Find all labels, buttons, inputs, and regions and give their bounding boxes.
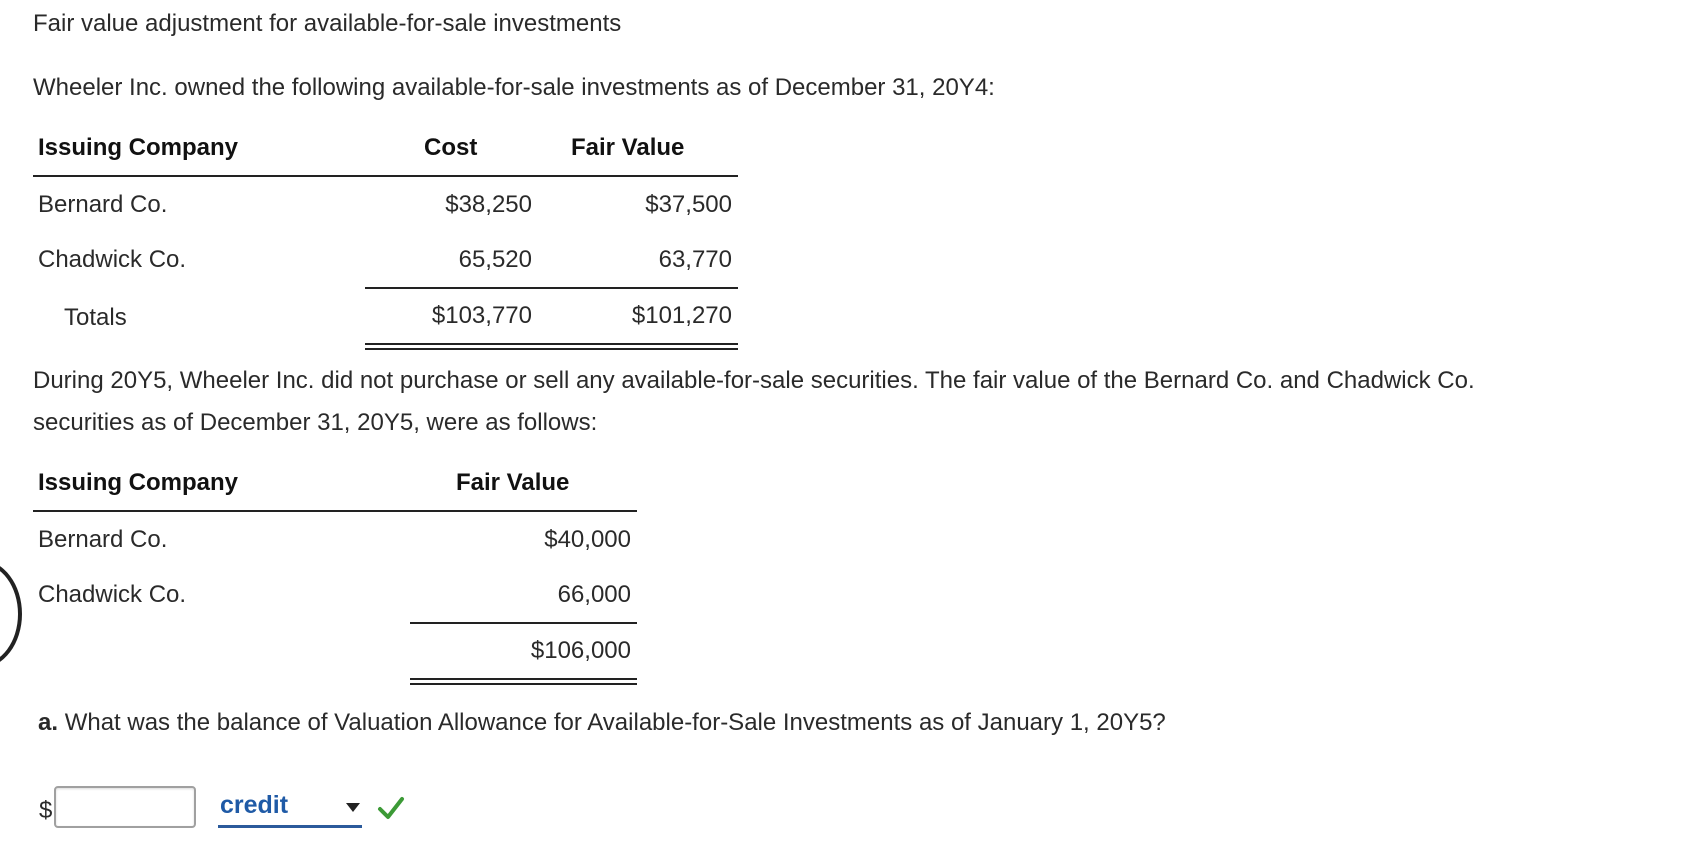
- table1-cost-cell: 65,520: [458, 246, 532, 273]
- table2-subtotal-rule: [410, 622, 637, 624]
- table1-subtotal-rule: [365, 287, 738, 289]
- question-a-text: What was the balance of Valuation Allowance for Available-for-Sale Investments as of January 1, 20Y5?: [64, 709, 1166, 736]
- table1-totals-cost: $103,770: [431, 302, 532, 329]
- chevron-down-icon: [346, 803, 360, 812]
- table1-header-rule: [33, 175, 738, 177]
- table2-fair-value-cell: 66,000: [557, 581, 631, 608]
- answer-amount-input[interactable]: [54, 786, 196, 828]
- debit-credit-select[interactable]: [218, 793, 362, 828]
- table2-header-rule: [33, 510, 637, 512]
- table1-cost-cell: $38,250: [445, 191, 532, 218]
- middle-text-line1: During 20Y5, Wheeler Inc. did not purchase or sell any available-for-sale securities. The fair value of the Bernard Co. and Chadwick Co.: [33, 367, 1475, 394]
- table1-company-cell: Bernard Co.: [38, 191, 168, 218]
- page-title: Fair value adjustment for available-for-sale investments: [33, 10, 622, 37]
- table2-header-company: Issuing Company: [38, 469, 239, 496]
- table1-fair-value-cell: $37,500: [645, 191, 732, 218]
- table1-total-double-rule: [365, 343, 738, 350]
- table2-total-double-rule: [410, 678, 637, 685]
- table1-fair-value-cell: 63,770: [658, 246, 732, 273]
- table1-header-fair-value: Fair Value: [571, 134, 685, 161]
- table1-company-cell: Chadwick Co.: [38, 246, 187, 273]
- question-a: [38, 708, 1166, 738]
- table1-header-cost: Cost: [424, 134, 478, 161]
- table2-header-fair-value: Fair Value: [456, 469, 570, 496]
- side-marker-circle: [0, 560, 22, 668]
- table2-company-cell: Chadwick Co.: [38, 581, 187, 608]
- table2-total-fair-value: $106,000: [530, 637, 631, 664]
- table1-totals-fair-value: $101,270: [631, 302, 732, 329]
- check-icon: [377, 795, 405, 826]
- intro-text: Wheeler Inc. owned the following available-for-sale investments as of December 31, 20Y4:: [33, 74, 995, 101]
- debit-credit-selected-value: credit: [220, 791, 289, 819]
- middle-text-line2: securities as of December 31, 20Y5, were as follows:: [33, 409, 598, 436]
- question-a-label: a.: [38, 709, 59, 736]
- table2-company-cell: Bernard Co.: [38, 526, 168, 553]
- table1-totals-label: Totals: [64, 304, 127, 331]
- table1-header-company: Issuing Company: [38, 134, 239, 161]
- currency-symbol: $: [39, 797, 53, 824]
- table2-fair-value-cell: $40,000: [544, 526, 631, 553]
